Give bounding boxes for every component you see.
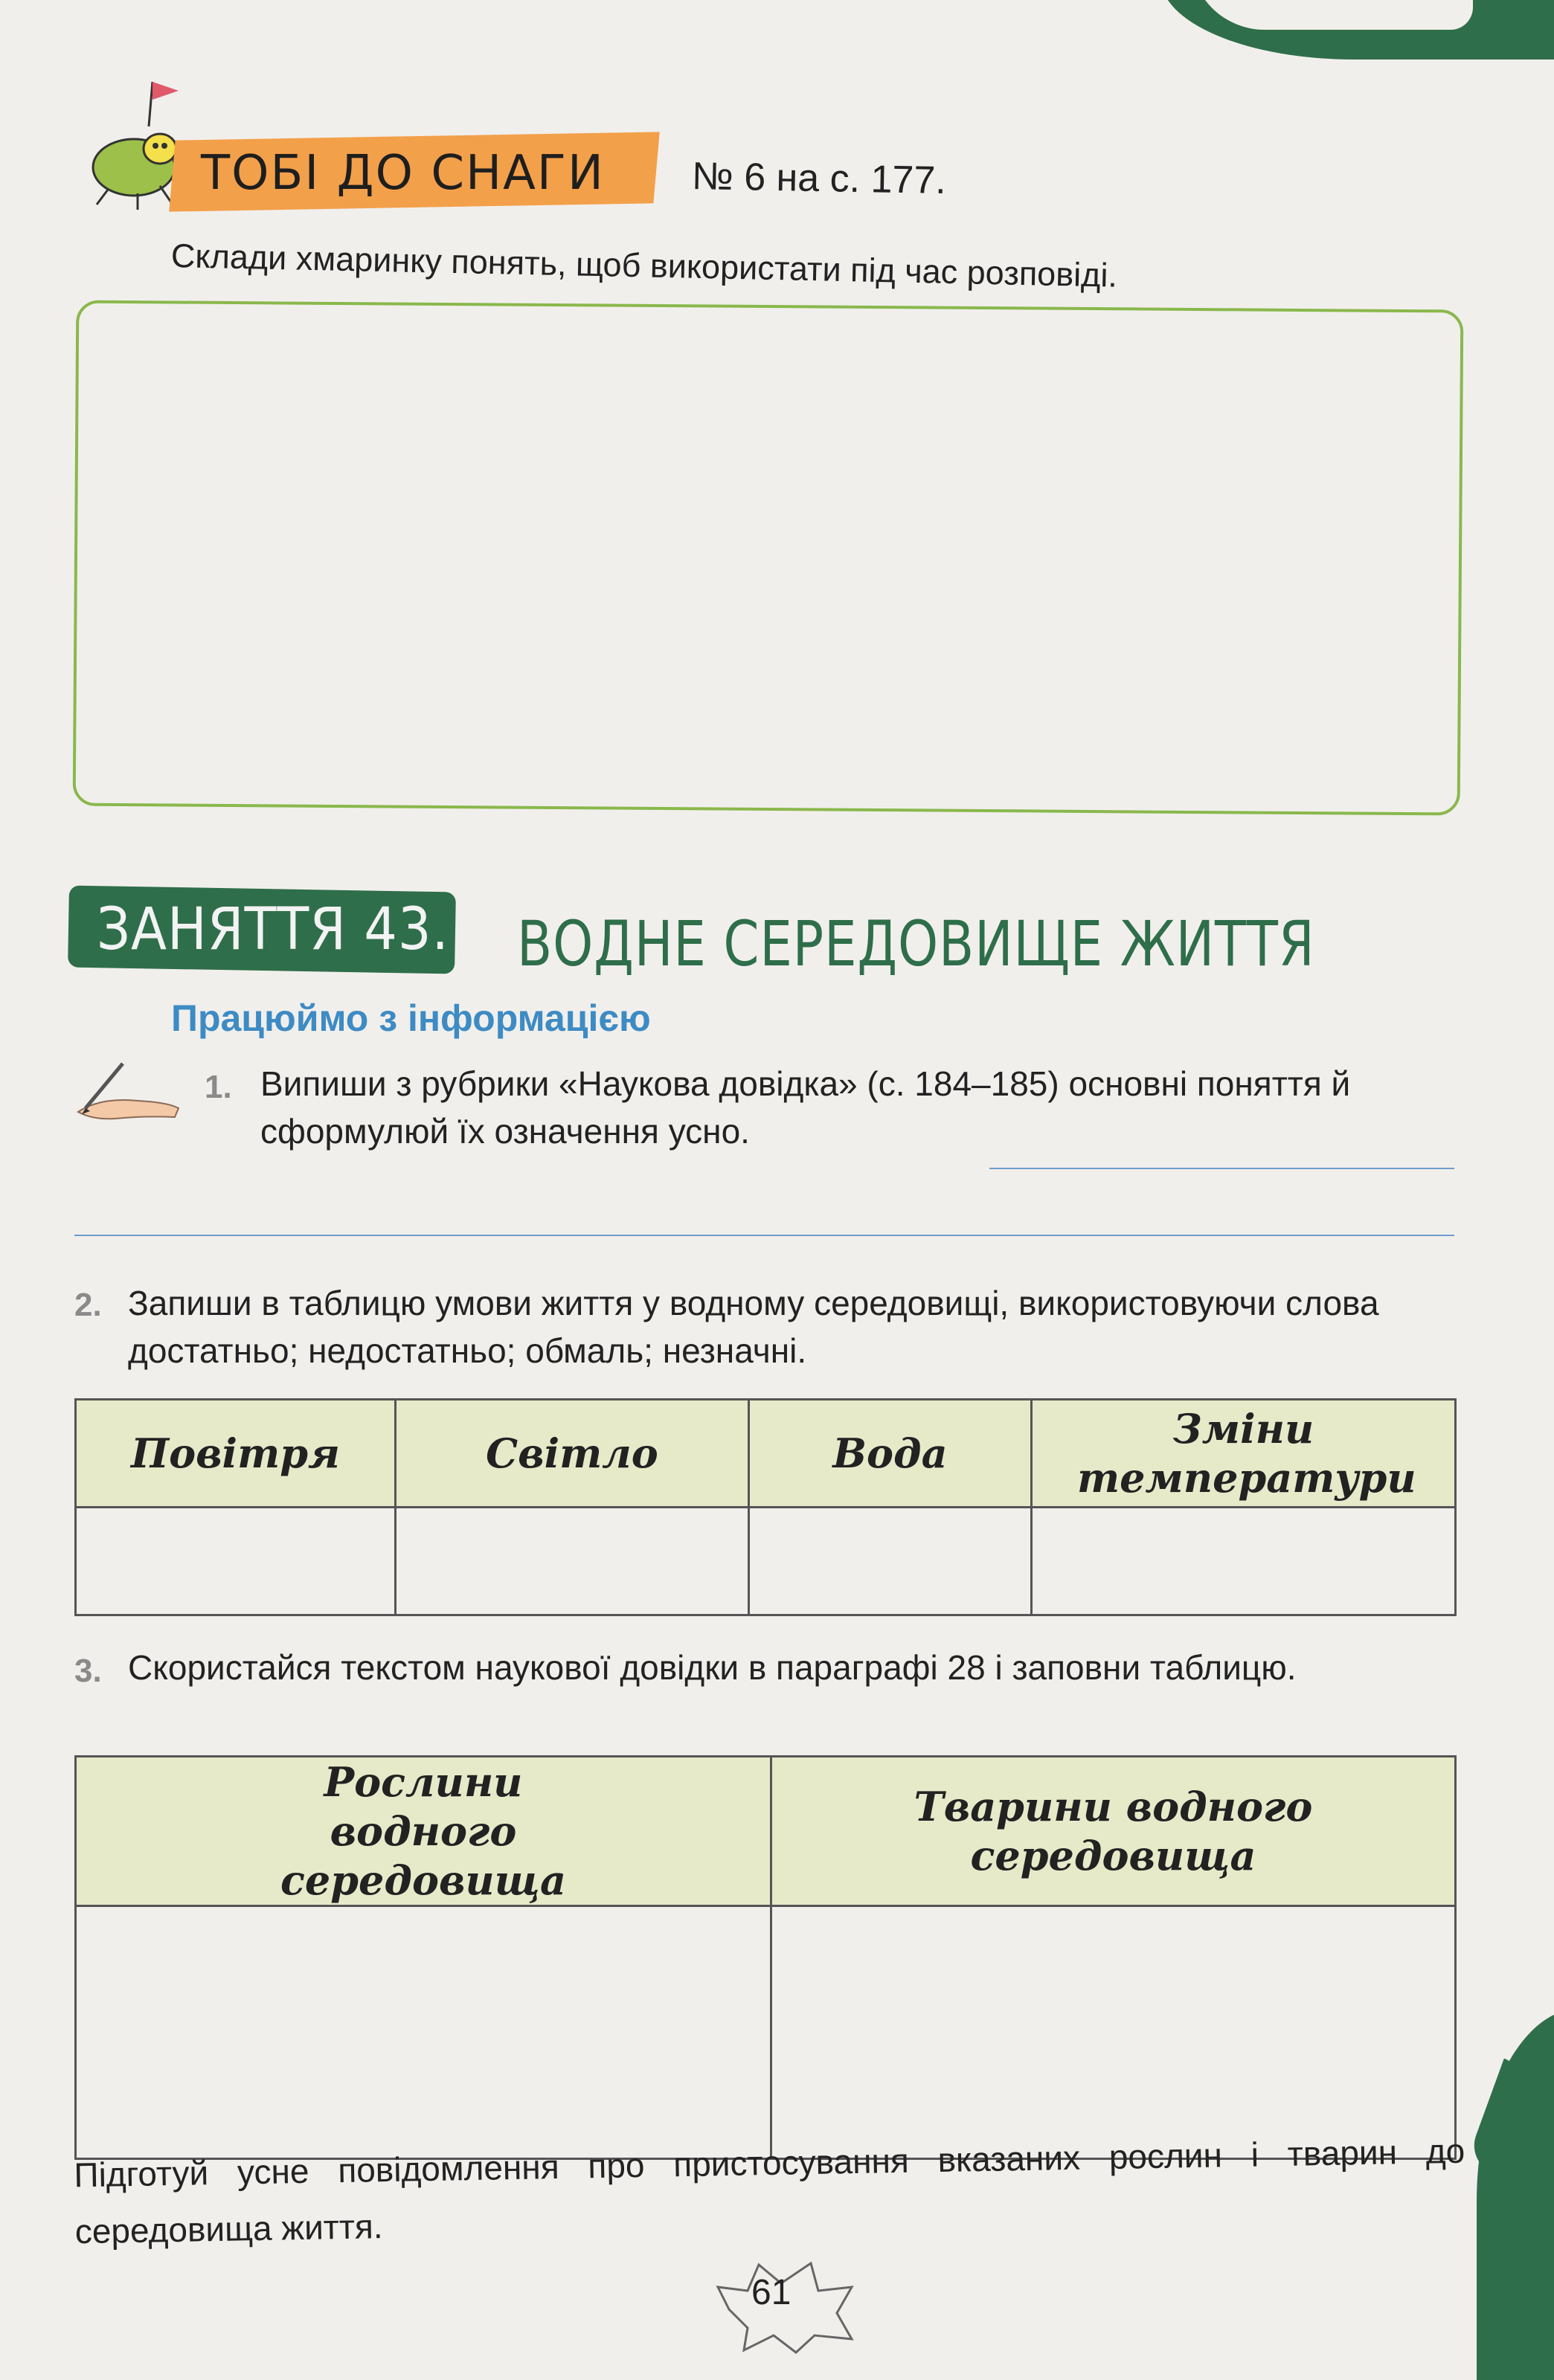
table-cell[interactable] — [76, 1906, 771, 2159]
banner-label: ТОБІ ДО СНАГИ — [201, 146, 605, 201]
final-instruction: Підготуй усне повідомлення про пристосування вказаних рослин і тварин до середовища життя. — [74, 2131, 1465, 2251]
table-cell[interactable] — [749, 1508, 1032, 1615]
table-header-plants: Рослини водного середовища — [76, 1757, 771, 1906]
task-2-text: Запиши в таблицю умови життя у водному середовищі, використовуючи слова достатньо; недостатньо; обмаль; незначні. — [128, 1284, 1379, 1370]
table-header-air: Повітря — [76, 1400, 396, 1508]
table-cell[interactable] — [396, 1508, 749, 1615]
lesson-title: ВОДНЕ СЕРЕДОВИЩЕ ЖИТТЯ — [517, 907, 1315, 980]
task-number: 2. — [74, 1287, 102, 1323]
table-header-temperature: Зміни температури — [1032, 1400, 1456, 1508]
table-cell[interactable] — [76, 1508, 396, 1615]
answer-line[interactable] — [74, 1235, 1454, 1236]
concept-cloud-answer-box[interactable] — [73, 300, 1464, 815]
table-header-light: Світло — [396, 1400, 749, 1508]
table-header-animals: Тварини водного середовища — [771, 1757, 1456, 1906]
task-number: 1. — [205, 1069, 232, 1105]
living-conditions-table — [74, 1398, 1457, 1616]
task-1-text: Випиши з рубрики «Наукова довідка» (с. 184–185) основні поняття й сформулюй їх означення усно. — [260, 1064, 1351, 1151]
table-cell[interactable] — [1032, 1508, 1456, 1615]
page-number: 61 — [751, 2273, 792, 2312]
answer-line[interactable] — [989, 1168, 1454, 1169]
side-decoration — [1477, 2008, 1554, 2380]
subsection-heading: Працюймо з інформацією — [171, 997, 651, 1039]
lesson-number: ЗАНЯТТЯ 43. — [97, 896, 449, 963]
table-header-water: Вода — [749, 1400, 1032, 1508]
cloud-instruction: Склади хмаринку понять, щоб використати під час розповіді. — [170, 237, 1118, 295]
table-cell[interactable] — [771, 1906, 1456, 2159]
task-number: 3. — [74, 1653, 102, 1689]
reference-text: № 6 на с. 177. — [691, 155, 947, 202]
task-3-text: Скористайся текстом наукової довідки в параграфі 28 і заповни таблицю. — [128, 1648, 1297, 1687]
organisms-table — [74, 1755, 1457, 2160]
hand-writing-icon — [71, 1056, 182, 1123]
